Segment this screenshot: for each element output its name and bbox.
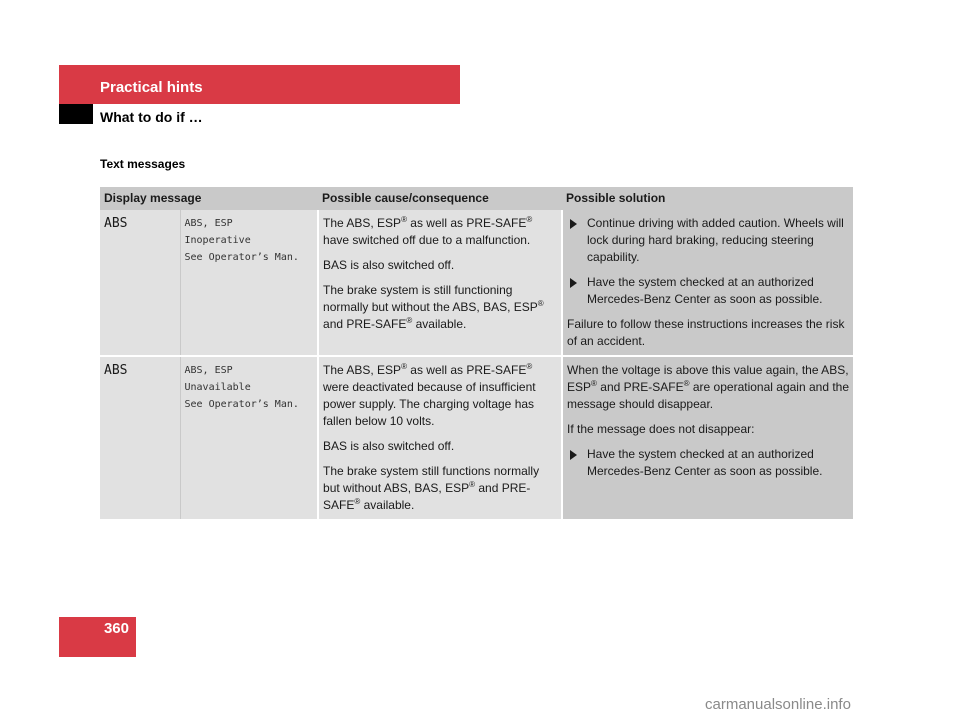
page-number: 360 bbox=[103, 620, 129, 637]
cause-cell bbox=[318, 356, 562, 519]
display-text-line: Unavailable bbox=[184, 382, 251, 393]
display-text-line: ABS, ESP bbox=[184, 365, 233, 376]
cause-cell bbox=[318, 210, 562, 356]
solution-cell bbox=[562, 356, 853, 519]
header-marker bbox=[59, 104, 93, 124]
page-title: Practical hints bbox=[100, 79, 203, 96]
solution-paragraph: When the voltage is above this value again, the ABS, ESP® and PRE-SAFE® are operational again and the message should disappear. bbox=[567, 363, 850, 411]
table-header-row bbox=[100, 187, 853, 210]
solution-note: Failure to follow these instructions increases the risk of an accident. bbox=[567, 317, 845, 348]
cause-paragraph: The brake system still functions normally but without ABS, BAS, ESP® and PRE-SAFE® available. bbox=[323, 464, 540, 512]
arrow-icon bbox=[570, 219, 577, 229]
watermark: carmanualsonline.info bbox=[705, 696, 851, 713]
cause-paragraph: BAS is also switched off. bbox=[323, 258, 455, 272]
column-header-solution: Possible solution bbox=[562, 187, 853, 210]
arrow-icon bbox=[570, 450, 577, 460]
display-text-line: Inoperative bbox=[184, 235, 251, 246]
page-subtitle: What to do if … bbox=[100, 109, 203, 125]
section-title: Text messages bbox=[100, 157, 186, 171]
display-text-line: See Operator’s Man. bbox=[184, 252, 299, 263]
text-messages-table bbox=[100, 187, 853, 519]
display-text-line: See Operator’s Man. bbox=[184, 399, 299, 410]
cause-paragraph: The brake system is still functioning normally but without the ABS, BAS, ESP® and PRE-SAFE® available. bbox=[323, 283, 544, 331]
display-text bbox=[180, 210, 318, 356]
solution-step: Have the system checked at an authorized Mercedes-Benz Center as soon as possible. bbox=[567, 274, 849, 308]
display-text-line: ABS, ESP bbox=[184, 218, 233, 229]
column-header-cause: Possible cause/consequence bbox=[318, 187, 562, 210]
solution-cell bbox=[562, 210, 853, 356]
table-row bbox=[100, 210, 853, 356]
cause-paragraph: BAS is also switched off. bbox=[323, 439, 455, 453]
display-code: ABS bbox=[100, 210, 180, 356]
table-row bbox=[100, 356, 853, 519]
solution-step: Continue driving with added caution. Wheels will lock during hard braking, reducing steering capability. bbox=[567, 215, 849, 266]
display-text bbox=[180, 356, 318, 519]
solution-step: Have the system checked at an authorized Mercedes-Benz Center as soon as possible. bbox=[567, 446, 849, 480]
cause-paragraph: The ABS, ESP® as well as PRE-SAFE® have switched off due to a malfunction. bbox=[323, 215, 533, 247]
cause-paragraph: The ABS, ESP® as well as PRE-SAFE® were deactivated because of insufficient power supply. The charging voltage has fallen below 10 volts. bbox=[323, 362, 536, 428]
arrow-icon bbox=[570, 278, 577, 288]
solution-paragraph: If the message does not disappear: bbox=[567, 422, 755, 436]
display-code: ABS bbox=[100, 356, 180, 519]
column-header-display-message: Display message bbox=[100, 187, 318, 210]
